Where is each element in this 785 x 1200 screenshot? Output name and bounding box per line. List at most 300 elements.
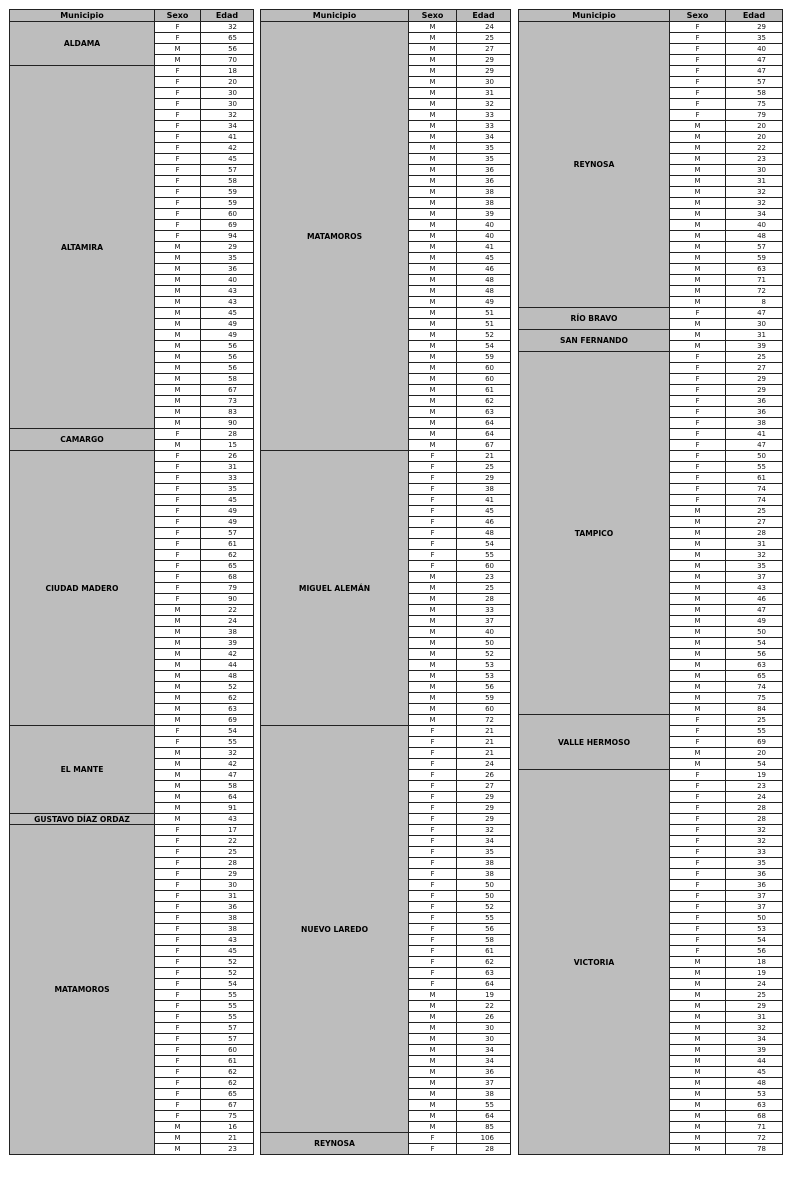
edad-cell: 35	[457, 154, 511, 165]
sexo-cell: M	[155, 55, 201, 66]
edad-cell: 70	[201, 55, 254, 66]
edad-cell: 35	[457, 143, 511, 154]
edad-cell: 72	[726, 1133, 783, 1144]
table-row	[10, 825, 254, 836]
sexo-cell: F	[155, 143, 201, 154]
edad-cell: 68	[726, 1111, 783, 1122]
sexo-cell: M	[155, 385, 201, 396]
edad-cell: 55	[457, 1100, 511, 1111]
edad-cell: 31	[726, 1012, 783, 1023]
sexo-cell: M	[155, 341, 201, 352]
sexo-cell: M	[409, 1034, 457, 1045]
sexo-cell: F	[155, 858, 201, 869]
edad-cell: 25	[726, 990, 783, 1001]
edad-cell: 48	[201, 671, 254, 682]
table-body	[10, 22, 254, 1155]
edad-cell: 43	[726, 583, 783, 594]
sexo-cell: F	[409, 1133, 457, 1144]
edad-cell: 29	[726, 22, 783, 33]
edad-cell: 37	[457, 1078, 511, 1089]
municipio-cell: GUSTAVO DÍAZ ORDAZ	[10, 814, 155, 825]
sexo-cell: M	[155, 1144, 201, 1155]
edad-cell: 56	[457, 682, 511, 693]
edad-cell: 40	[457, 220, 511, 231]
sexo-cell: M	[670, 341, 726, 352]
edad-cell: 54	[726, 935, 783, 946]
municipio-cell: TAMPICO	[519, 352, 670, 715]
edad-cell: 59	[201, 187, 254, 198]
sexo-cell: F	[409, 726, 457, 737]
sexo-cell: F	[670, 88, 726, 99]
sexo-cell: M	[409, 110, 457, 121]
sexo-cell: M	[155, 770, 201, 781]
sexo-cell: M	[155, 308, 201, 319]
sexo-cell: M	[409, 616, 457, 627]
sexo-cell: F	[155, 176, 201, 187]
edad-cell: 45	[201, 946, 254, 957]
edad-cell: 47	[201, 770, 254, 781]
sexo-cell: F	[409, 550, 457, 561]
sexo-cell: M	[670, 528, 726, 539]
municipio-cell: SAN FERNANDO	[519, 330, 670, 352]
sexo-cell: F	[670, 869, 726, 880]
sexo-cell: F	[155, 1100, 201, 1111]
sexo-cell: F	[409, 968, 457, 979]
sexo-cell: M	[409, 693, 457, 704]
sexo-cell: M	[670, 1100, 726, 1111]
sexo-cell: F	[670, 902, 726, 913]
edad-cell: 36	[726, 407, 783, 418]
edad-cell: 72	[726, 286, 783, 297]
edad-cell: 62	[201, 1078, 254, 1089]
sexo-cell: M	[155, 792, 201, 803]
edad-cell: 56	[201, 341, 254, 352]
sexo-cell: M	[155, 682, 201, 693]
sexo-cell: F	[155, 1056, 201, 1067]
edad-cell: 48	[457, 275, 511, 286]
sexo-cell: M	[409, 1045, 457, 1056]
sexo-cell: F	[670, 891, 726, 902]
edad-cell: 57	[201, 1034, 254, 1045]
sexo-cell: M	[409, 1023, 457, 1034]
sexo-cell: M	[409, 198, 457, 209]
edad-cell: 57	[201, 528, 254, 539]
sexo-cell: M	[670, 990, 726, 1001]
edad-cell: 49	[457, 297, 511, 308]
sexo-cell: F	[155, 1001, 201, 1012]
header-sexo: Sexo	[670, 10, 726, 22]
edad-cell: 35	[201, 484, 254, 495]
sexo-cell: M	[409, 209, 457, 220]
edad-cell: 30	[201, 99, 254, 110]
edad-cell: 65	[201, 561, 254, 572]
edad-cell: 57	[726, 77, 783, 88]
sexo-cell: F	[155, 847, 201, 858]
sexo-cell: M	[670, 550, 726, 561]
edad-cell: 40	[457, 231, 511, 242]
sexo-cell: F	[670, 440, 726, 451]
sexo-cell: M	[409, 1001, 457, 1012]
edad-cell: 26	[457, 1012, 511, 1023]
edad-cell: 39	[726, 341, 783, 352]
edad-cell: 24	[726, 792, 783, 803]
sexo-cell: F	[409, 539, 457, 550]
edad-cell: 74	[726, 484, 783, 495]
sexo-cell: M	[409, 1067, 457, 1078]
sexo-cell: M	[409, 1078, 457, 1089]
edad-cell: 75	[201, 1111, 254, 1122]
sexo-cell: M	[409, 121, 457, 132]
sexo-cell: M	[155, 319, 201, 330]
edad-cell: 75	[726, 99, 783, 110]
edad-cell: 71	[726, 275, 783, 286]
sexo-cell: M	[670, 583, 726, 594]
sexo-cell: F	[155, 836, 201, 847]
edad-cell: 48	[726, 231, 783, 242]
edad-cell: 55	[457, 913, 511, 924]
sexo-cell: M	[155, 693, 201, 704]
edad-cell: 31	[726, 176, 783, 187]
municipio-cell: EL MANTE	[10, 726, 155, 814]
edad-cell: 29	[457, 473, 511, 484]
sexo-cell: F	[155, 484, 201, 495]
municipio-cell: ALTAMIRA	[10, 66, 155, 429]
edad-cell: 61	[726, 473, 783, 484]
sexo-cell: F	[670, 55, 726, 66]
edad-cell: 24	[726, 979, 783, 990]
edad-cell: 32	[201, 110, 254, 121]
municipio-cell: ALDAMA	[10, 22, 155, 66]
edad-cell: 62	[457, 396, 511, 407]
edad-cell: 34	[457, 836, 511, 847]
sexo-cell: M	[670, 121, 726, 132]
sexo-cell: M	[155, 440, 201, 451]
sexo-cell: F	[155, 517, 201, 528]
edad-cell: 38	[201, 913, 254, 924]
edad-cell: 56	[201, 44, 254, 55]
edad-cell: 30	[457, 1023, 511, 1034]
edad-cell: 27	[726, 517, 783, 528]
edad-cell: 60	[201, 1045, 254, 1056]
sexo-cell: M	[409, 1100, 457, 1111]
edad-cell: 26	[457, 770, 511, 781]
edad-cell: 32	[726, 836, 783, 847]
edad-cell: 52	[201, 957, 254, 968]
edad-cell: 20	[201, 77, 254, 88]
sexo-cell: M	[155, 352, 201, 363]
municipio-cell: RÍO BRAVO	[519, 308, 670, 330]
edad-cell: 54	[457, 341, 511, 352]
municipio-cell: MATAMOROS	[261, 22, 409, 451]
edad-cell: 40	[726, 44, 783, 55]
sexo-cell: M	[670, 572, 726, 583]
sexo-cell: F	[155, 66, 201, 77]
sexo-cell: M	[155, 649, 201, 660]
sexo-cell: M	[409, 1111, 457, 1122]
sexo-cell: M	[409, 682, 457, 693]
sexo-cell: F	[409, 891, 457, 902]
sexo-cell: F	[155, 1111, 201, 1122]
edad-cell: 63	[457, 968, 511, 979]
edad-cell: 64	[457, 418, 511, 429]
sexo-cell: M	[155, 781, 201, 792]
sexo-cell: M	[670, 319, 726, 330]
edad-cell: 59	[726, 253, 783, 264]
sexo-cell: F	[409, 561, 457, 572]
sexo-cell: M	[670, 1045, 726, 1056]
sexo-cell: F	[409, 484, 457, 495]
edad-cell: 64	[457, 979, 511, 990]
edad-cell: 56	[201, 363, 254, 374]
sexo-cell: M	[155, 759, 201, 770]
edad-cell: 49	[201, 330, 254, 341]
sexo-cell: M	[409, 660, 457, 671]
table-row	[10, 814, 254, 825]
edad-cell: 67	[201, 385, 254, 396]
sexo-cell: M	[409, 572, 457, 583]
sexo-cell: M	[155, 627, 201, 638]
sexo-cell: F	[155, 572, 201, 583]
edad-cell: 50	[726, 913, 783, 924]
sexo-cell: M	[670, 693, 726, 704]
sexo-cell: M	[670, 660, 726, 671]
edad-cell: 37	[457, 616, 511, 627]
edad-cell: 22	[726, 143, 783, 154]
edad-cell: 52	[457, 649, 511, 660]
edad-cell: 55	[201, 1012, 254, 1023]
sexo-cell: F	[155, 990, 201, 1001]
edad-cell: 79	[726, 110, 783, 121]
sexo-cell: F	[155, 1034, 201, 1045]
sexo-cell: M	[409, 253, 457, 264]
edad-cell: 8	[726, 297, 783, 308]
sexo-cell: F	[670, 946, 726, 957]
edad-cell: 64	[201, 792, 254, 803]
edad-cell: 20	[726, 748, 783, 759]
sexo-cell: M	[155, 242, 201, 253]
edad-cell: 26	[201, 451, 254, 462]
sexo-cell: M	[409, 627, 457, 638]
edad-cell: 38	[201, 924, 254, 935]
sexo-cell: F	[155, 957, 201, 968]
edad-cell: 54	[201, 726, 254, 737]
sexo-cell: M	[670, 616, 726, 627]
sexo-cell: M	[670, 1023, 726, 1034]
sexo-cell: M	[409, 66, 457, 77]
sexo-cell: F	[670, 77, 726, 88]
sexo-cell: F	[409, 869, 457, 880]
edad-cell: 21	[457, 737, 511, 748]
sexo-cell: F	[155, 924, 201, 935]
edad-cell: 58	[201, 176, 254, 187]
edad-cell: 48	[457, 286, 511, 297]
edad-cell: 61	[457, 385, 511, 396]
sexo-cell: F	[409, 462, 457, 473]
edad-cell: 39	[201, 638, 254, 649]
sexo-cell: M	[155, 638, 201, 649]
edad-cell: 31	[201, 891, 254, 902]
edad-cell: 63	[457, 407, 511, 418]
table-body	[261, 22, 511, 1155]
edad-cell: 32	[457, 99, 511, 110]
edad-cell: 20	[726, 121, 783, 132]
edad-cell: 61	[201, 539, 254, 550]
sexo-cell: F	[670, 44, 726, 55]
edad-cell: 38	[457, 869, 511, 880]
sexo-cell: F	[155, 726, 201, 737]
edad-cell: 48	[457, 528, 511, 539]
sexo-cell: F	[155, 550, 201, 561]
edad-cell: 41	[457, 242, 511, 253]
edad-cell: 60	[457, 374, 511, 385]
edad-cell: 63	[726, 264, 783, 275]
sexo-cell: M	[409, 88, 457, 99]
edad-cell: 57	[726, 242, 783, 253]
header-row	[519, 10, 783, 22]
municipio-cell: NUEVO LAREDO	[261, 726, 409, 1133]
edad-cell: 38	[457, 484, 511, 495]
edad-cell: 39	[457, 209, 511, 220]
sexo-cell: F	[409, 506, 457, 517]
sexo-cell: F	[155, 968, 201, 979]
edad-cell: 74	[726, 682, 783, 693]
sexo-cell: F	[155, 77, 201, 88]
sexo-cell: M	[670, 1133, 726, 1144]
sexo-cell: F	[409, 528, 457, 539]
edad-cell: 49	[201, 319, 254, 330]
edad-cell: 25	[457, 462, 511, 473]
edad-cell: 44	[201, 660, 254, 671]
edad-cell: 21	[457, 748, 511, 759]
edad-cell: 40	[726, 220, 783, 231]
edad-cell: 45	[201, 495, 254, 506]
edad-cell: 25	[457, 583, 511, 594]
sexo-cell: M	[155, 1133, 201, 1144]
edad-cell: 32	[201, 748, 254, 759]
sexo-cell: M	[409, 583, 457, 594]
sexo-cell: F	[670, 858, 726, 869]
edad-cell: 40	[457, 627, 511, 638]
edad-cell: 73	[201, 396, 254, 407]
edad-cell: 28	[726, 803, 783, 814]
edad-cell: 75	[726, 693, 783, 704]
edad-cell: 106	[457, 1133, 511, 1144]
sexo-cell: F	[155, 902, 201, 913]
sexo-cell: F	[409, 935, 457, 946]
edad-cell: 62	[201, 550, 254, 561]
sexo-cell: M	[670, 176, 726, 187]
sexo-cell: M	[409, 33, 457, 44]
sexo-cell: M	[670, 506, 726, 517]
edad-cell: 22	[201, 605, 254, 616]
sexo-cell: F	[155, 22, 201, 33]
edad-cell: 41	[457, 495, 511, 506]
sexo-cell: F	[155, 891, 201, 902]
edad-cell: 55	[201, 990, 254, 1001]
edad-cell: 29	[726, 385, 783, 396]
sexo-cell: F	[155, 429, 201, 440]
edad-cell: 60	[457, 363, 511, 374]
edad-cell: 67	[201, 1100, 254, 1111]
sexo-cell: F	[670, 913, 726, 924]
sexo-cell: F	[155, 1089, 201, 1100]
edad-cell: 27	[726, 363, 783, 374]
sexo-cell: M	[409, 704, 457, 715]
sexo-cell: F	[670, 363, 726, 374]
edad-cell: 31	[726, 539, 783, 550]
edad-cell: 54	[201, 979, 254, 990]
table-row	[261, 1133, 511, 1144]
edad-cell: 34	[201, 121, 254, 132]
edad-cell: 57	[201, 1023, 254, 1034]
edad-cell: 28	[726, 814, 783, 825]
sexo-cell: F	[409, 979, 457, 990]
sexo-cell: F	[670, 473, 726, 484]
edad-cell: 30	[457, 1034, 511, 1045]
edad-cell: 52	[457, 902, 511, 913]
sexo-cell: F	[670, 825, 726, 836]
sexo-cell: M	[670, 330, 726, 341]
edad-cell: 47	[726, 308, 783, 319]
sexo-cell: M	[155, 44, 201, 55]
sexo-cell: M	[670, 979, 726, 990]
edad-cell: 64	[457, 429, 511, 440]
edad-cell: 45	[457, 253, 511, 264]
sexo-cell: F	[670, 770, 726, 781]
edad-cell: 36	[457, 165, 511, 176]
edad-cell: 20	[726, 132, 783, 143]
sexo-cell: F	[155, 935, 201, 946]
edad-cell: 71	[726, 1122, 783, 1133]
sexo-cell: F	[155, 99, 201, 110]
sexo-cell: M	[409, 1056, 457, 1067]
edad-cell: 54	[457, 539, 511, 550]
sexo-cell: M	[670, 209, 726, 220]
sexo-cell: M	[409, 44, 457, 55]
sexo-cell: F	[155, 946, 201, 957]
sexo-cell: F	[670, 803, 726, 814]
edad-cell: 55	[457, 550, 511, 561]
edad-cell: 17	[201, 825, 254, 836]
sexo-cell: F	[155, 1078, 201, 1089]
edad-cell: 51	[457, 308, 511, 319]
edad-cell: 29	[457, 66, 511, 77]
sexo-cell: F	[155, 187, 201, 198]
sexo-cell: M	[155, 396, 201, 407]
sexo-cell: M	[155, 275, 201, 286]
edad-cell: 34	[457, 1056, 511, 1067]
edad-cell: 25	[726, 506, 783, 517]
edad-cell: 33	[457, 110, 511, 121]
edad-cell: 15	[201, 440, 254, 451]
edad-cell: 47	[726, 440, 783, 451]
edad-cell: 52	[201, 682, 254, 693]
edad-cell: 53	[457, 671, 511, 682]
sexo-cell: F	[409, 946, 457, 957]
sexo-cell: F	[155, 451, 201, 462]
sexo-cell: F	[409, 451, 457, 462]
edad-cell: 69	[726, 737, 783, 748]
edad-cell: 29	[457, 803, 511, 814]
sexo-cell: M	[409, 132, 457, 143]
sexo-cell: M	[409, 715, 457, 726]
edad-cell: 52	[457, 330, 511, 341]
edad-cell: 56	[726, 649, 783, 660]
edad-cell: 35	[457, 847, 511, 858]
edad-cell: 53	[726, 924, 783, 935]
edad-cell: 22	[201, 836, 254, 847]
edad-cell: 56	[726, 946, 783, 957]
